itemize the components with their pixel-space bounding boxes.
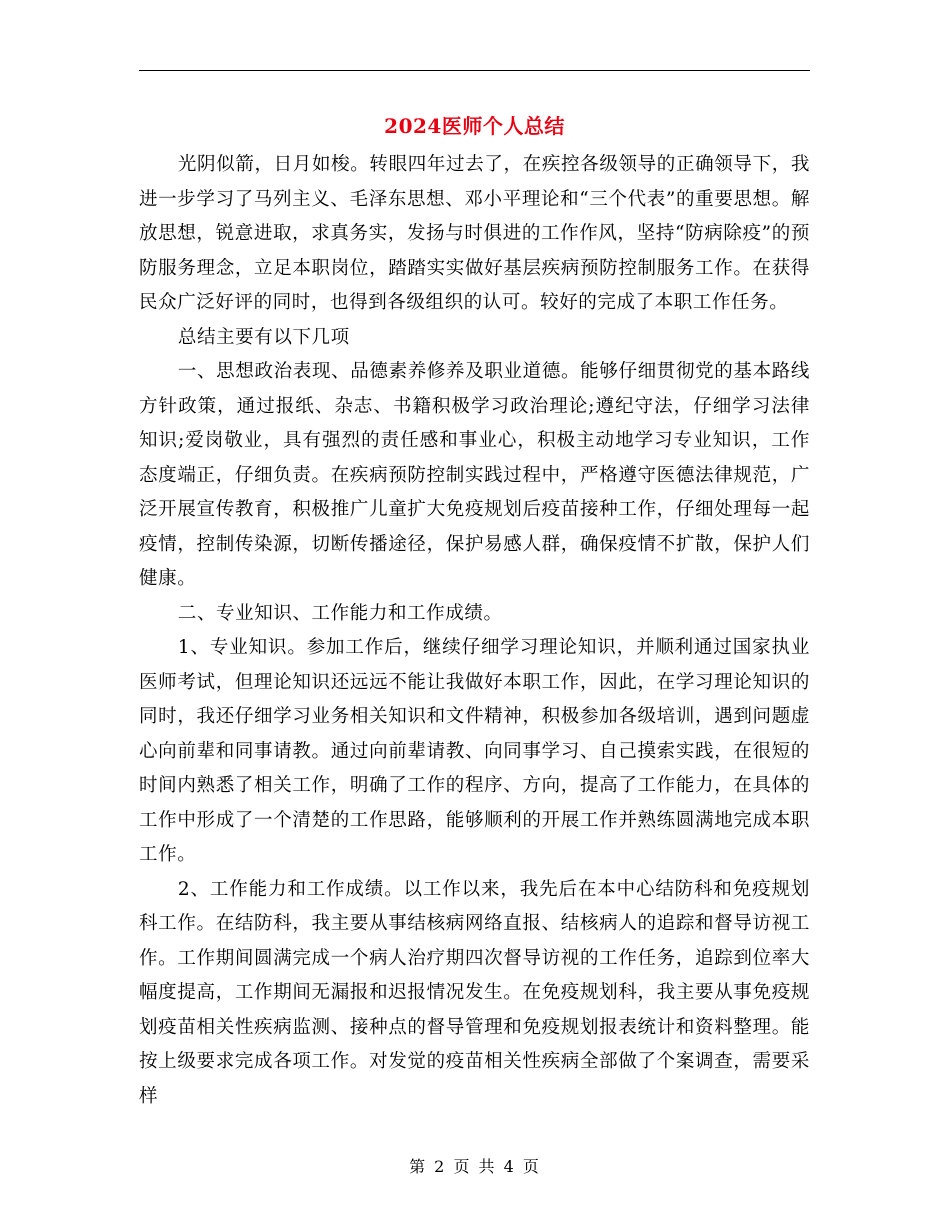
paragraph-intro: 光阴似箭，日月如梭。转眼四年过去了，在疾控各级领导的正确领导下，我进一步学习了马列主义、毛泽东思想、邓小平理论和“三个代表”的重要思想。解放思想，锐意进取，求真务实，发扬与时俱进的工作作风，坚持“防病除疫”的预防服务理念，立足本职岗位，踏踏实实做好基层疾病预防控制服务工作。在获得民众广泛好评的同时，也得到各级组织的认可。较好的完成了本职工作任务。 [139, 154, 810, 313]
paragraph-summary-heading: 总结主要有以下几项 [177, 326, 350, 348]
paragraph-professional-knowledge: 1、专业知识。参加工作后，继续仔细学习理论知识，并顺利通过国家执业医师考试，但理论知识还远远不能让我做好本职工作，因此，在学习理论知识的同时，我还仔细学习业务相关知识和文件精神，积极参加各级培训，遇到问题虚心向前辈和同事请教。通过向前辈请教、向同事学习、自己摸索实践，在很短的时间内熟悉了相关工作，明确了工作的程序、方向，提高了工作能力，在具体的工作中形成了一个清楚的工作思路，能够顺利的开展工作并熟练圆满地完成本职工作。 [139, 637, 810, 865]
header-rule [139, 70, 810, 71]
paragraph-work-ability: 2、工作能力和工作成绩。以工作以来，我先后在本中心结防科和免疫规划科工作。在结防科，我主要从事结核病网络直报、结核病人的追踪和督导访视工作。工作期间圆满完成一个病人治疗期四次督导访视的工作任务，追踪到位率大幅度提高，工作期间无漏报和迟报情况发生。在免疫规划科，我主要从事免疫规划疫苗相关性疾病监测、接种点的督导管理和免疫规划报表统计和资料整理。能按上级要求完成各项工作。对发觉的疫苗相关性疾病全部做了个案调查，需要采样 [139, 878, 810, 1107]
document-title: 2024医师个人总结 [384, 114, 565, 138]
document-body [139, 148, 810, 1114]
paragraph-section-one: 一、思想政治表现、品德素养修养及职业道德。能够仔细贯彻党的基本路线方针政策，通过报纸、杂志、书籍积极学习政治理论;遵纪守法，仔细学习法律知识;爱岗敬业，具有强烈的责任感和事业心，积极主动地学习专业知识，工作态度端正，仔细负责。在疾病预防控制实践过程中，严格遵守医德法律规范，广泛开展宣传教育，积极推广儿童扩大免疫规划后疫苗接种工作，仔细处理每一起疫情，控制传染源，切断传播途径，保护易感人群，确保疫情不扩散，保护人们健康。 [139, 361, 810, 589]
paragraph-section-two-heading: 二、专业知识、工作能力和工作成绩。 [177, 602, 503, 624]
page-number-footer: 第 2 页 共 4 页 [409, 1157, 541, 1176]
